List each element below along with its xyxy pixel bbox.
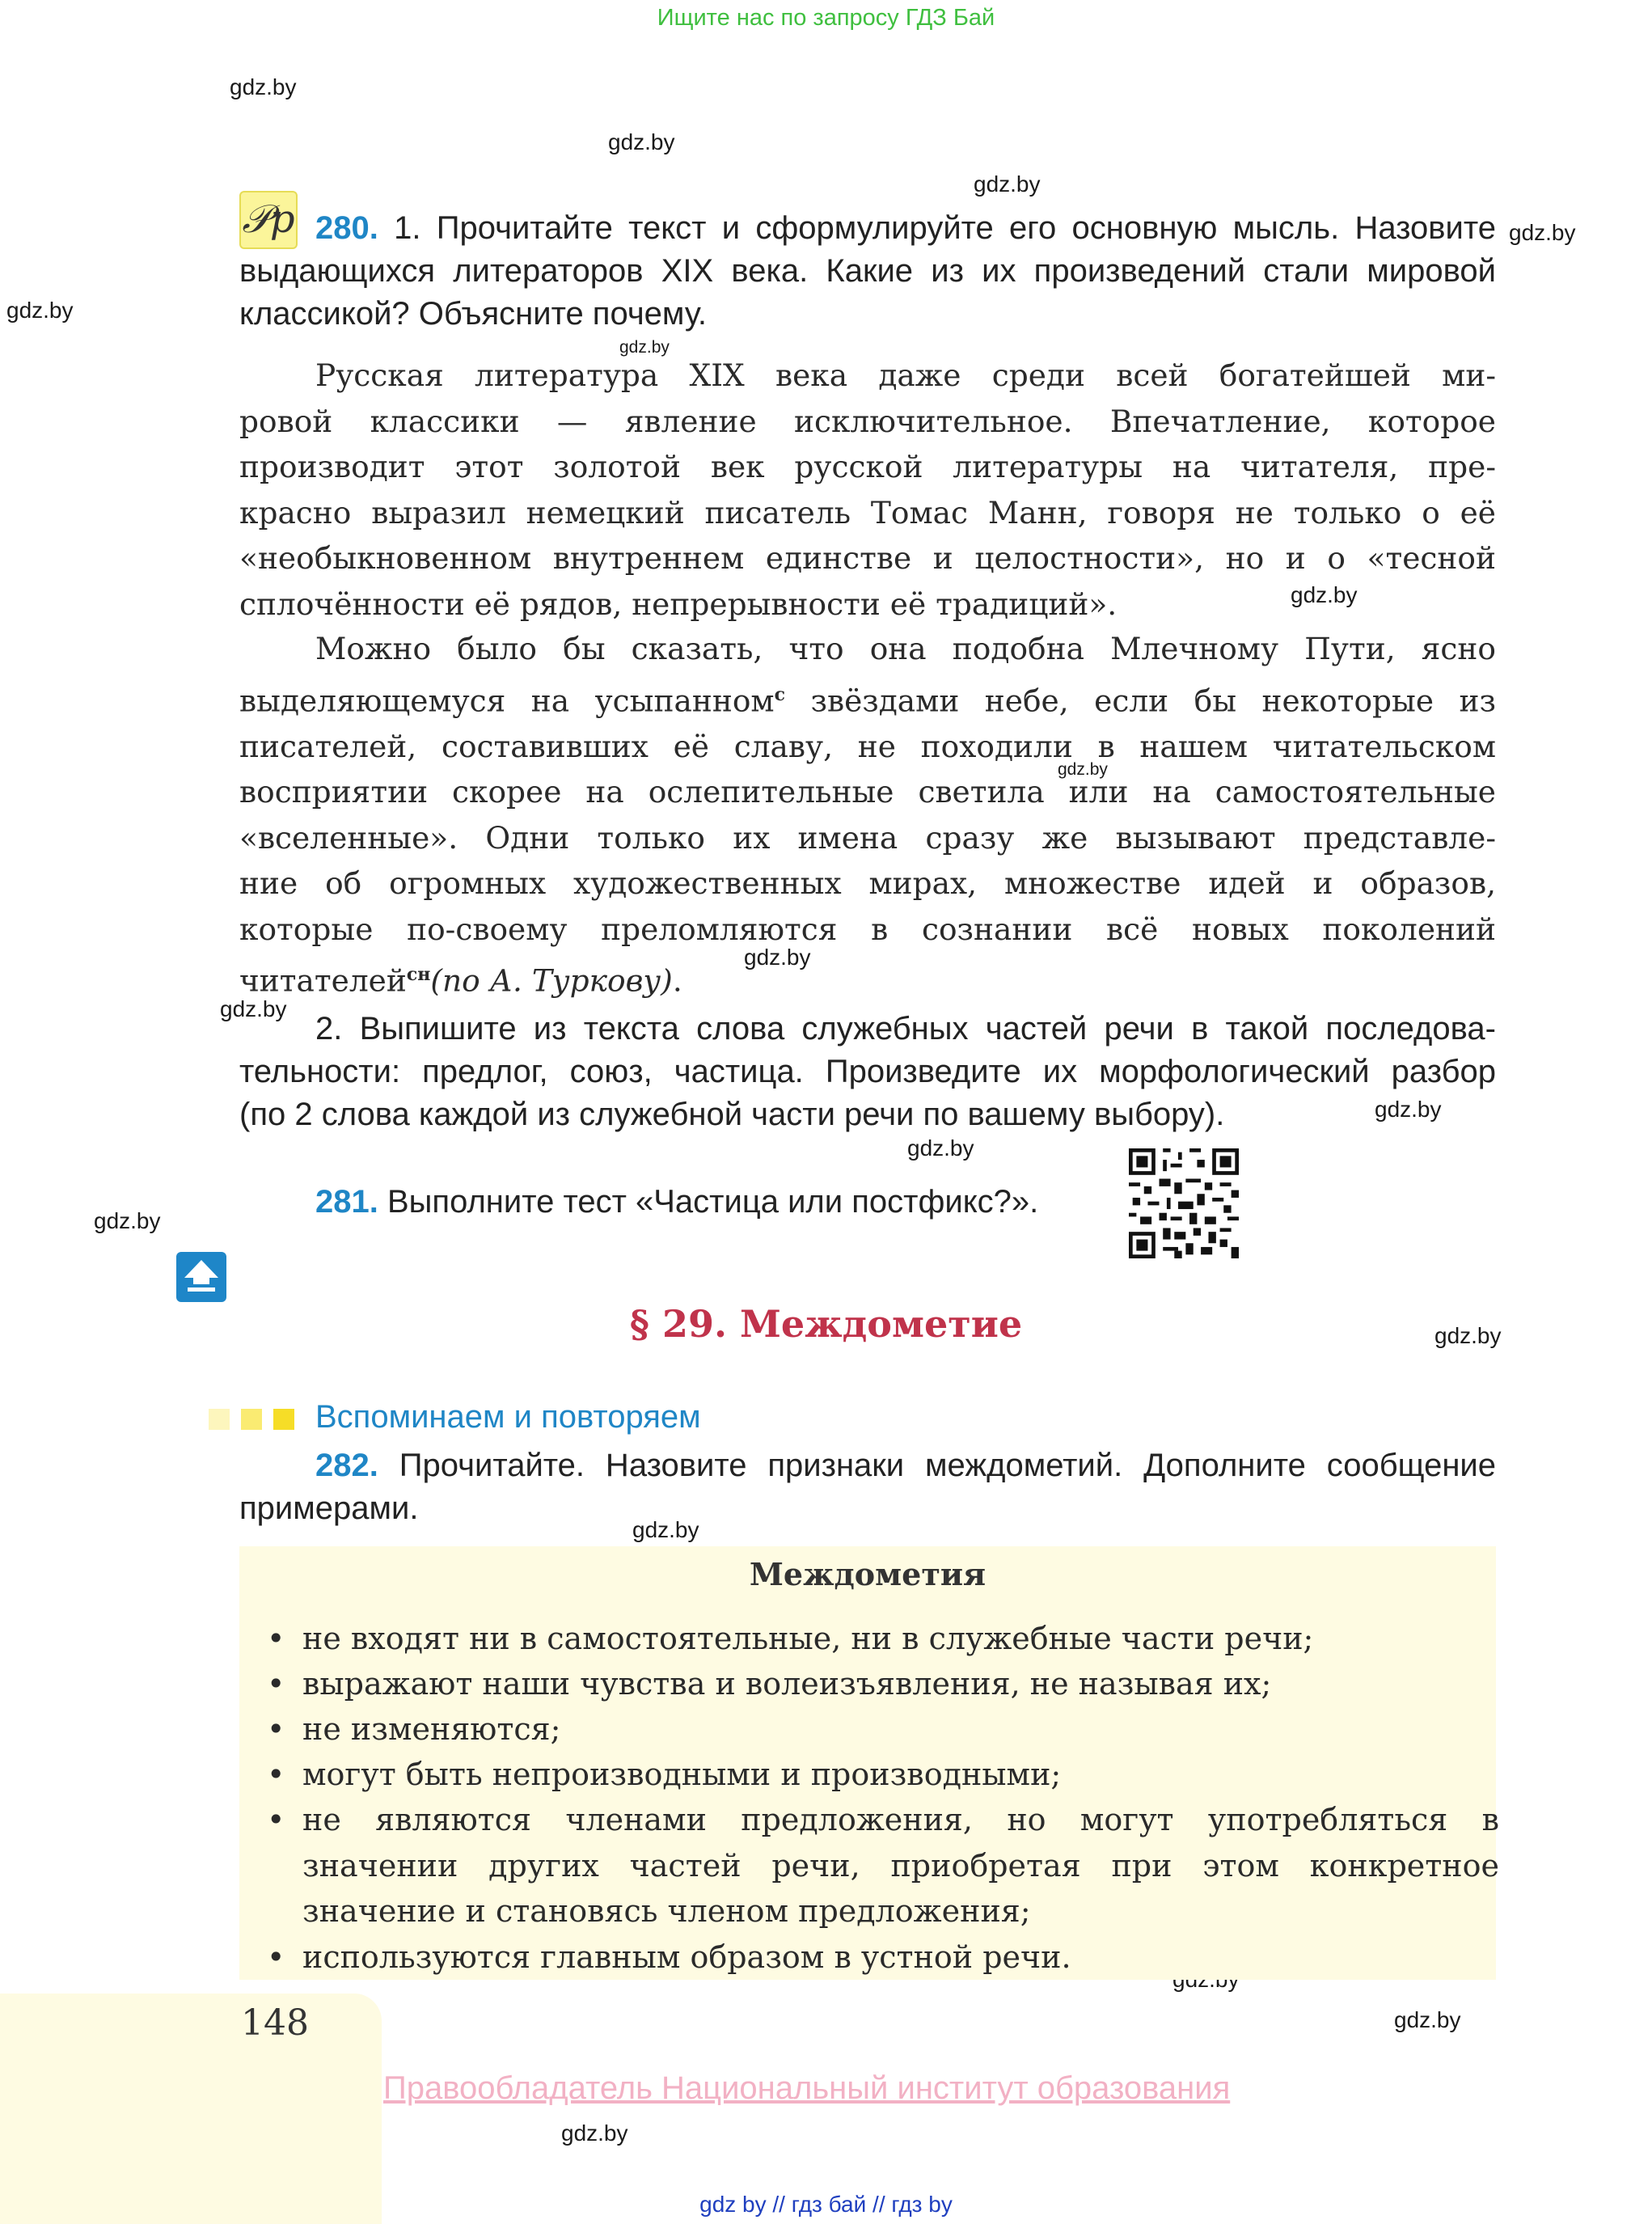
watermark: gdz.by	[1375, 1097, 1442, 1122]
ex282-number: 282.	[315, 1448, 378, 1483]
watermark: gdz.by	[220, 996, 287, 1021]
ex280-text-paragraph-2: Можно было бы сказать, что она подобна Млечному Пути, ясно выделяющемуся на усыпанном$^с$ звёздами небе, если бы некоторые из писателей, составивших её славу, не походили в нашем читательском восприятии скорее на ослепительные светила или на самостоятельные «вселенные». Одни только их имена сразу же вызывают представле- ние об огромных художественных мирах, множестве идей и образов, которые по-своему преломляются в сознании всё новых поколений читателей$^{сн}$(по А. Туркову).	[239, 631, 1496, 999]
watermark: gdz.by	[1394, 2007, 1461, 2032]
watermark: gdz.by	[1509, 220, 1576, 245]
ex280-task1-line: 280. 1. Прочитайте текст и сформулируйте его основную мысль. Назовите	[315, 210, 1496, 246]
ex280-task1	[239, 207, 1496, 336]
speech-development-icon: 𝒫p	[239, 191, 298, 249]
watermark: gdz.by	[94, 1208, 161, 1233]
info-box-title: Междометия	[749, 1556, 987, 1592]
ex281: 281. Выполните тест «Частица или постфикс?».	[315, 1184, 1039, 1220]
page-number: 148	[241, 2002, 309, 2044]
ex280-text-paragraph-1: Русская литература XIX века даже среди всей богатейшей ми- ровой классики — явление исключительное. Впечатление, которое производит этот золотой век русской литературы на читателя, пре- красно выразил немецкий писатель Томас Манн, говоря не только о её «необыкновенном внутреннем единстве и целостности», но и о «тесной сплочённости её рядов, непрерывности её традиций».	[239, 357, 1496, 622]
ex280-task1-line: выдающихся литераторов XIX века. Какие из их произведений стали мировой	[239, 253, 1496, 289]
top-search-note: Ищите нас по запросу ГДЗ Бай	[657, 5, 995, 31]
watermark: gdz.by	[744, 945, 811, 970]
watermark: gdz.by	[632, 1517, 699, 1542]
page-number-panel	[0, 1994, 382, 2224]
ex280-task1-line: классикой? Объясните почему.	[239, 296, 707, 332]
watermark: gdz.by	[230, 74, 297, 99]
watermark: gdz.by	[1291, 582, 1358, 607]
copyright-owner: Правообладатель Национальный институт образования	[383, 2070, 1231, 2106]
watermark: gdz.by	[1058, 760, 1108, 779]
watermark: gdz.by	[6, 298, 74, 323]
decor-square	[241, 1409, 262, 1430]
footnote-mark: сн	[406, 964, 431, 985]
qr-code[interactable]	[1129, 1148, 1239, 1258]
text-source: (по А. Туркову)	[430, 962, 673, 999]
watermark: gdz.by	[608, 129, 675, 154]
ex280-task2: 2. Выпишите из текста слова служебных частей речи в такой последова- тельности: предлог, союз, частица. Произведите их морфологический разбор (по 2 слова каждой из служебной части речи по вашему выбору).	[239, 1011, 1496, 1132]
ex282: 282. Прочитайте. Назовите признаки междометий. Дополните сообщение примерами.	[239, 1448, 1496, 1526]
watermark: gdz.by	[974, 171, 1041, 197]
decor-square	[273, 1409, 294, 1430]
decor-square	[209, 1409, 230, 1430]
recall-heading: Вспоминаем и повторяем	[315, 1399, 701, 1435]
home-up-icon[interactable]	[176, 1252, 226, 1302]
ex280-number: 280.	[315, 210, 378, 246]
watermark: gdz.by	[619, 338, 670, 357]
section-title: § 29. Междометие	[629, 1302, 1023, 1346]
watermark: gdz.by	[1434, 1323, 1502, 1348]
footnote-mark: с	[774, 683, 786, 705]
watermark: gdz.by	[907, 1135, 974, 1161]
ex281-number: 281.	[315, 1184, 378, 1220]
watermark: gdz.by	[561, 2120, 628, 2146]
footer-links[interactable]: gdz by // гдз бай // гдз by	[699, 2192, 953, 2217]
